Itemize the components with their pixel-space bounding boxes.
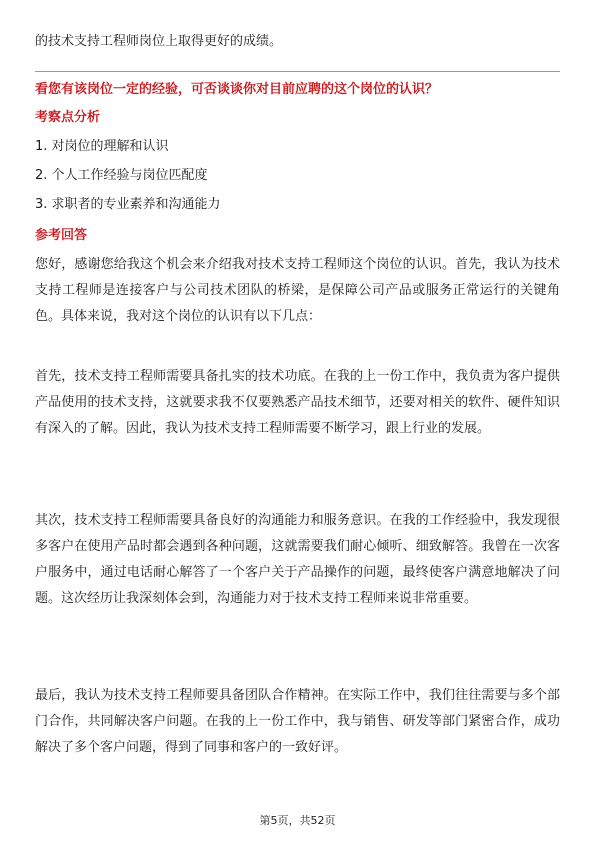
page-number: 第5页，共52页 [259,814,336,827]
section-divider [35,71,560,72]
answer-paragraph-4: 最后，我认为技术支持工程师要具备团队合作精神。在实际工作中，我们往往需要与多个部门合作，共同解决客户问题。在我的上一份工作中，我与销售、研发等部门紧密合作，成功解决了多个客户问题，得到了同事和客户的一致好评。 [35,688,560,755]
analysis-point-3: 3. 求职者的专业素养和沟通能力 [35,197,221,212]
analysis-title: 考察点分析 [35,110,101,125]
interview-question: 看您有该岗位一定的经验，可否谈谈你对目前应聘的这个岗位的认识？ [35,82,439,97]
answer-paragraph-3: 其次，技术支持工程师需要具备良好的沟通能力和服务意识。在我的工作经验中，我发现很多客户在使用产品时都会遇到各种问题，这就需要我们耐心倾听、细致解答。我曾在一次客户服务中，通过电话耐心解答了一个客户关于产品操作的问题，最终使客户满意地解决了问题。这次经历让我深刻体会到，沟通能力对于技术支持工程师来说非常重要。 [35,513,560,606]
answer-paragraph-2: 首先，技术支持工程师需要具备扎实的技术功底。在我的上一份工作中，我负责为客户提供产品使用的技术支持，这就要求我不仅要熟悉产品技术细节，还要对相关的软件、硬件知识有深入的了解。因此，我认为技术支持工程师需要不断学习，跟上行业的发展。 [35,369,560,436]
answer-paragraph-1: 您好，感谢您给我这个机会来介绍我对技术支持工程师这个岗位的认识。首先，我认为技术支持工程师是连接客户与公司技术团队的桥梁，是保障公司产品或服务正常运行的关键角色。具体来说，我对这个岗位的认识有以下几点： [35,257,560,324]
lead-line: 的技术支持工程师岗位上取得更好的成绩。 [35,34,283,49]
analysis-point-2: 2. 个人工作经验与岗位匹配度 [35,168,208,183]
analysis-point-1: 1. 对岗位的理解和认识 [35,139,169,154]
answer-title: 参考回答 [35,228,88,243]
